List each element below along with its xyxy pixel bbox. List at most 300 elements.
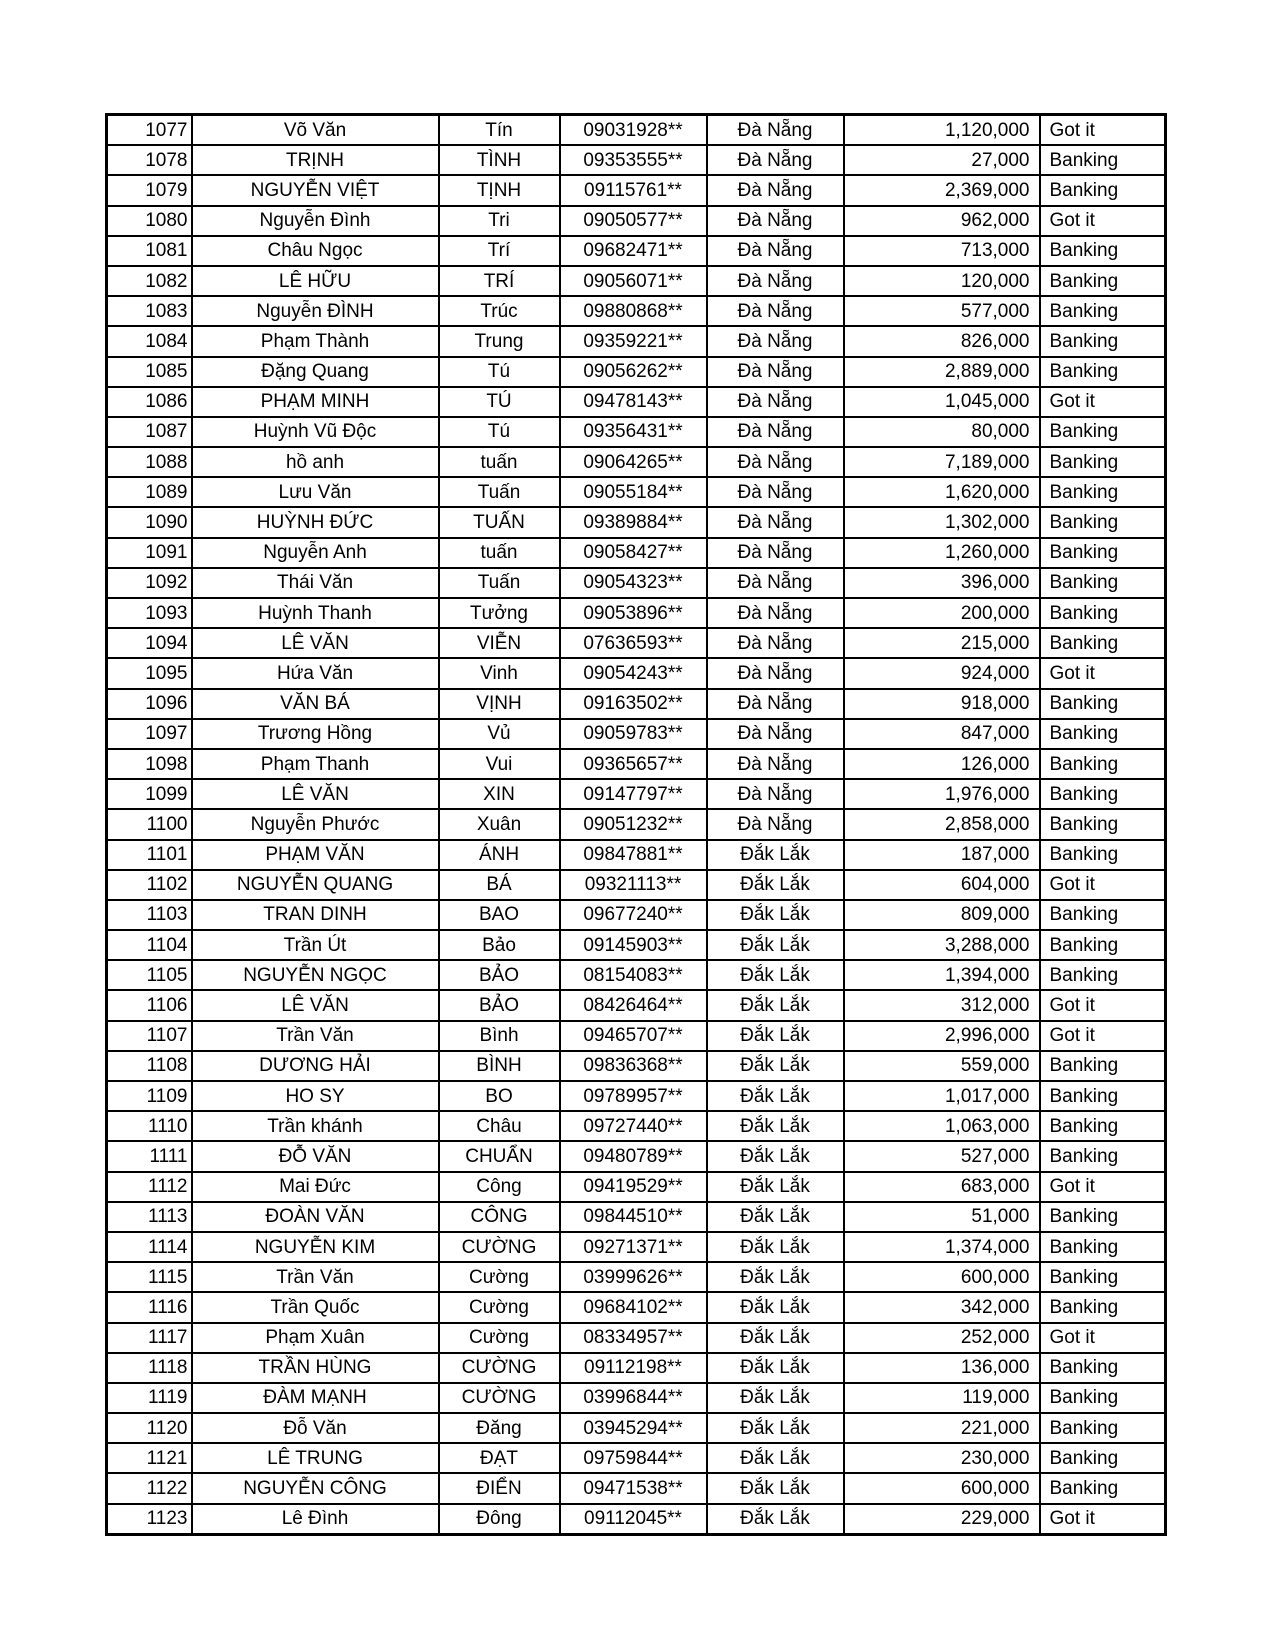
cell-status: Banking xyxy=(1040,1051,1166,1081)
cell-status: Banking xyxy=(1040,719,1166,749)
cell-index: 1082 xyxy=(107,266,192,296)
cell-city: Đà Nẵng xyxy=(707,447,844,477)
cell-last-name: Cường xyxy=(439,1262,560,1292)
cell-status: Banking xyxy=(1040,900,1166,930)
cell-status: Banking xyxy=(1040,1292,1166,1322)
cell-phone: 09059783** xyxy=(560,719,707,749)
cell-city: Đà Nẵng xyxy=(707,507,844,537)
cell-phone: 03999626** xyxy=(560,1262,707,1292)
table-row xyxy=(107,206,1166,236)
cell-phone: 09056071** xyxy=(560,266,707,296)
table-row xyxy=(107,1141,1166,1171)
cell-last-name: BO xyxy=(439,1081,560,1111)
table-row xyxy=(107,266,1166,296)
cell-status: Banking xyxy=(1040,1262,1166,1292)
cell-amount: 918,000 xyxy=(844,689,1040,719)
cell-index: 1121 xyxy=(107,1443,192,1473)
cell-city: Đà Nẵng xyxy=(707,145,844,175)
table-row xyxy=(107,175,1166,205)
cell-first-name: Trần Quốc xyxy=(192,1292,439,1322)
cell-index: 1087 xyxy=(107,417,192,447)
cell-last-name: ÁNH xyxy=(439,840,560,870)
cell-amount: 826,000 xyxy=(844,326,1040,356)
cell-status: Banking xyxy=(1040,1413,1166,1443)
cell-amount: 1,260,000 xyxy=(844,538,1040,568)
cell-city: Đà Nẵng xyxy=(707,689,844,719)
cell-city: Đắk Lắk xyxy=(707,1262,844,1292)
cell-first-name: HO SY xyxy=(192,1081,439,1111)
cell-status: Banking xyxy=(1040,1141,1166,1171)
cell-phone: 09682471** xyxy=(560,236,707,266)
table-row xyxy=(107,507,1166,537)
cell-phone: 09163502** xyxy=(560,689,707,719)
cell-index: 1110 xyxy=(107,1111,192,1141)
cell-last-name: TÌNH xyxy=(439,145,560,175)
table-row xyxy=(107,809,1166,839)
table-row xyxy=(107,1413,1166,1443)
table-row xyxy=(107,930,1166,960)
cell-status: Banking xyxy=(1040,266,1166,296)
cell-first-name: Nguyễn Đình xyxy=(192,206,439,236)
table-row xyxy=(107,870,1166,900)
table-row xyxy=(107,1383,1166,1413)
table-row xyxy=(107,296,1166,326)
cell-last-name: Tuấn xyxy=(439,568,560,598)
cell-city: Đắk Lắk xyxy=(707,1292,844,1322)
cell-amount: 136,000 xyxy=(844,1353,1040,1383)
cell-city: Đắk Lắk xyxy=(707,990,844,1020)
cell-status: Banking xyxy=(1040,628,1166,658)
cell-city: Đắk Lắk xyxy=(707,1021,844,1051)
cell-phone: 09478143** xyxy=(560,387,707,417)
cell-city: Đà Nẵng xyxy=(707,598,844,628)
cell-first-name: TRỊNH xyxy=(192,145,439,175)
table-row xyxy=(107,417,1166,447)
cell-phone: 09115761** xyxy=(560,175,707,205)
cell-status: Banking xyxy=(1040,960,1166,990)
cell-phone: 09145903** xyxy=(560,930,707,960)
cell-first-name: Phạm Thành xyxy=(192,326,439,356)
cell-last-name: VỊNH xyxy=(439,689,560,719)
cell-last-name: Tri xyxy=(439,206,560,236)
cell-city: Đà Nẵng xyxy=(707,387,844,417)
cell-last-name: Châu xyxy=(439,1111,560,1141)
cell-last-name: TRÍ xyxy=(439,266,560,296)
table-row xyxy=(107,236,1166,266)
table-row xyxy=(107,538,1166,568)
cell-phone: 08426464** xyxy=(560,990,707,1020)
cell-status: Banking xyxy=(1040,1353,1166,1383)
cell-last-name: tuấn xyxy=(439,538,560,568)
cell-index: 1097 xyxy=(107,719,192,749)
cell-index: 1098 xyxy=(107,749,192,779)
cell-city: Đắk Lắk xyxy=(707,1473,844,1503)
cell-first-name: PHẠM MINH xyxy=(192,387,439,417)
cell-status: Banking xyxy=(1040,477,1166,507)
cell-city: Đắk Lắk xyxy=(707,840,844,870)
cell-amount: 187,000 xyxy=(844,840,1040,870)
cell-first-name: NGUYỄN CÔNG xyxy=(192,1473,439,1503)
cell-first-name: ĐOÀN VĂN xyxy=(192,1202,439,1232)
cell-city: Đà Nẵng xyxy=(707,236,844,266)
cell-index: 1105 xyxy=(107,960,192,990)
table-row xyxy=(107,115,1166,146)
table-row xyxy=(107,658,1166,688)
cell-phone: 09465707** xyxy=(560,1021,707,1051)
cell-city: Đắk Lắk xyxy=(707,1504,844,1535)
cell-amount: 559,000 xyxy=(844,1051,1040,1081)
cell-amount: 221,000 xyxy=(844,1413,1040,1443)
cell-last-name: Tú xyxy=(439,357,560,387)
cell-city: Đà Nẵng xyxy=(707,779,844,809)
table-row xyxy=(107,1021,1166,1051)
cell-amount: 51,000 xyxy=(844,1202,1040,1232)
cell-index: 1083 xyxy=(107,296,192,326)
cell-city: Đà Nẵng xyxy=(707,749,844,779)
cell-index: 1116 xyxy=(107,1292,192,1322)
table-row xyxy=(107,1172,1166,1202)
cell-index: 1084 xyxy=(107,326,192,356)
cell-amount: 342,000 xyxy=(844,1292,1040,1322)
cell-city: Đà Nẵng xyxy=(707,719,844,749)
cell-status: Banking xyxy=(1040,538,1166,568)
cell-amount: 230,000 xyxy=(844,1443,1040,1473)
cell-status: Got it xyxy=(1040,1504,1166,1535)
cell-status: Banking xyxy=(1040,326,1166,356)
cell-status: Banking xyxy=(1040,145,1166,175)
cell-phone: 09147797** xyxy=(560,779,707,809)
cell-first-name: DƯƠNG HẢI xyxy=(192,1051,439,1081)
cell-city: Đắk Lắk xyxy=(707,1172,844,1202)
cell-first-name: PHẠM VĂN xyxy=(192,840,439,870)
cell-index: 1100 xyxy=(107,809,192,839)
table-row xyxy=(107,1081,1166,1111)
cell-city: Đắk Lắk xyxy=(707,1323,844,1353)
cell-first-name: Trương Hồng xyxy=(192,719,439,749)
cell-last-name: Tưởng xyxy=(439,598,560,628)
cell-city: Đà Nẵng xyxy=(707,809,844,839)
cell-city: Đà Nẵng xyxy=(707,326,844,356)
cell-last-name: ĐIỂN xyxy=(439,1473,560,1503)
cell-status: Banking xyxy=(1040,236,1166,266)
cell-city: Đà Nẵng xyxy=(707,628,844,658)
cell-status: Banking xyxy=(1040,296,1166,326)
cell-first-name: Đặng Quang xyxy=(192,357,439,387)
cell-city: Đắk Lắk xyxy=(707,1413,844,1443)
table-row xyxy=(107,598,1166,628)
table-row xyxy=(107,990,1166,1020)
cell-status: Banking xyxy=(1040,598,1166,628)
cell-phone: 09419529** xyxy=(560,1172,707,1202)
cell-amount: 2,996,000 xyxy=(844,1021,1040,1051)
cell-phone: 08334957** xyxy=(560,1323,707,1353)
cell-first-name: NGUYỄN VIỆT xyxy=(192,175,439,205)
cell-status: Banking xyxy=(1040,1202,1166,1232)
cell-last-name: CÔNG xyxy=(439,1202,560,1232)
cell-amount: 229,000 xyxy=(844,1504,1040,1535)
cell-last-name: Cường xyxy=(439,1292,560,1322)
cell-amount: 120,000 xyxy=(844,266,1040,296)
cell-first-name: Huỳnh Vũ Độc xyxy=(192,417,439,447)
cell-status: Banking xyxy=(1040,417,1166,447)
cell-status: Banking xyxy=(1040,1232,1166,1262)
cell-last-name: BÁ xyxy=(439,870,560,900)
cell-first-name: Lưu Văn xyxy=(192,477,439,507)
cell-phone: 09112198** xyxy=(560,1353,707,1383)
table-row xyxy=(107,145,1166,175)
cell-first-name: Phạm Xuân xyxy=(192,1323,439,1353)
cell-last-name: Tuấn xyxy=(439,477,560,507)
cell-status: Banking xyxy=(1040,749,1166,779)
cell-index: 1102 xyxy=(107,870,192,900)
cell-status: Got it xyxy=(1040,387,1166,417)
cell-amount: 713,000 xyxy=(844,236,1040,266)
cell-amount: 200,000 xyxy=(844,598,1040,628)
cell-status: Banking xyxy=(1040,1473,1166,1503)
cell-index: 1085 xyxy=(107,357,192,387)
cell-phone: 09836368** xyxy=(560,1051,707,1081)
cell-phone: 03996844** xyxy=(560,1383,707,1413)
cell-last-name: CƯỜNG xyxy=(439,1232,560,1262)
cell-phone: 09480789** xyxy=(560,1141,707,1171)
cell-last-name: Đông xyxy=(439,1504,560,1535)
cell-phone: 09727440** xyxy=(560,1111,707,1141)
table-row xyxy=(107,1323,1166,1353)
cell-index: 1088 xyxy=(107,447,192,477)
cell-status: Banking xyxy=(1040,1443,1166,1473)
cell-last-name: TÚ xyxy=(439,387,560,417)
table-row xyxy=(107,387,1166,417)
cell-index: 1122 xyxy=(107,1473,192,1503)
cell-first-name: Hứa Văn xyxy=(192,658,439,688)
cell-status: Banking xyxy=(1040,357,1166,387)
cell-index: 1109 xyxy=(107,1081,192,1111)
cell-amount: 809,000 xyxy=(844,900,1040,930)
cell-index: 1101 xyxy=(107,840,192,870)
cell-phone: 09471538** xyxy=(560,1473,707,1503)
cell-index: 1086 xyxy=(107,387,192,417)
cell-phone: 08154083** xyxy=(560,960,707,990)
cell-city: Đà Nẵng xyxy=(707,658,844,688)
cell-status: Got it xyxy=(1040,1021,1166,1051)
cell-first-name: Phạm Thanh xyxy=(192,749,439,779)
cell-amount: 7,189,000 xyxy=(844,447,1040,477)
cell-amount: 1,620,000 xyxy=(844,477,1040,507)
cell-amount: 2,369,000 xyxy=(844,175,1040,205)
cell-city: Đà Nẵng xyxy=(707,175,844,205)
cell-last-name: Tín xyxy=(439,115,560,146)
cell-city: Đắk Lắk xyxy=(707,930,844,960)
cell-amount: 1,302,000 xyxy=(844,507,1040,537)
cell-index: 1111 xyxy=(107,1141,192,1171)
cell-phone: 09054323** xyxy=(560,568,707,598)
cell-index: 1078 xyxy=(107,145,192,175)
cell-last-name: CƯỜNG xyxy=(439,1353,560,1383)
cell-first-name: Châu Ngọc xyxy=(192,236,439,266)
table-row xyxy=(107,1504,1166,1535)
table-row xyxy=(107,1262,1166,1292)
cell-last-name: BAO xyxy=(439,900,560,930)
cell-status: Banking xyxy=(1040,1111,1166,1141)
cell-amount: 847,000 xyxy=(844,719,1040,749)
cell-last-name: TUẤN xyxy=(439,507,560,537)
cell-amount: 1,063,000 xyxy=(844,1111,1040,1141)
cell-first-name: VĂN BÁ xyxy=(192,689,439,719)
cell-status: Got it xyxy=(1040,115,1166,146)
cell-amount: 600,000 xyxy=(844,1262,1040,1292)
table-row xyxy=(107,357,1166,387)
cell-first-name: Mai Đức xyxy=(192,1172,439,1202)
cell-first-name: ĐỖ VĂN xyxy=(192,1141,439,1171)
cell-index: 1099 xyxy=(107,779,192,809)
cell-index: 1106 xyxy=(107,990,192,1020)
cell-index: 1080 xyxy=(107,206,192,236)
cell-amount: 1,120,000 xyxy=(844,115,1040,146)
cell-city: Đắk Lắk xyxy=(707,1051,844,1081)
cell-last-name: Vinh xyxy=(439,658,560,688)
cell-index: 1093 xyxy=(107,598,192,628)
cell-amount: 396,000 xyxy=(844,568,1040,598)
cell-amount: 126,000 xyxy=(844,749,1040,779)
cell-status: Banking xyxy=(1040,779,1166,809)
cell-last-name: tuấn xyxy=(439,447,560,477)
cell-first-name: Lê Đình xyxy=(192,1504,439,1535)
table-row xyxy=(107,1051,1166,1081)
cell-index: 1096 xyxy=(107,689,192,719)
cell-city: Đắk Lắk xyxy=(707,1141,844,1171)
cell-status: Banking xyxy=(1040,689,1166,719)
table-row xyxy=(107,326,1166,356)
cell-phone: 09054243** xyxy=(560,658,707,688)
cell-first-name: TRẦN HÙNG xyxy=(192,1353,439,1383)
cell-index: 1091 xyxy=(107,538,192,568)
table-row xyxy=(107,1443,1166,1473)
cell-index: 1077 xyxy=(107,115,192,146)
cell-status: Banking xyxy=(1040,1383,1166,1413)
cell-amount: 527,000 xyxy=(844,1141,1040,1171)
cell-last-name: Cường xyxy=(439,1323,560,1353)
cell-index: 1108 xyxy=(107,1051,192,1081)
cell-last-name: Công xyxy=(439,1172,560,1202)
cell-first-name: Nguyễn ĐÌNH xyxy=(192,296,439,326)
cell-first-name: LÊ VĂN xyxy=(192,779,439,809)
cell-amount: 2,889,000 xyxy=(844,357,1040,387)
cell-last-name: Xuân xyxy=(439,809,560,839)
cell-amount: 215,000 xyxy=(844,628,1040,658)
cell-last-name: Vủ xyxy=(439,719,560,749)
cell-last-name: Trí xyxy=(439,236,560,266)
cell-phone: 09789957** xyxy=(560,1081,707,1111)
cell-index: 1081 xyxy=(107,236,192,266)
cell-last-name: Tú xyxy=(439,417,560,447)
cell-phone: 09271371** xyxy=(560,1232,707,1262)
cell-amount: 683,000 xyxy=(844,1172,1040,1202)
cell-status: Got it xyxy=(1040,1323,1166,1353)
cell-amount: 962,000 xyxy=(844,206,1040,236)
table-row xyxy=(107,840,1166,870)
cell-phone: 09365657** xyxy=(560,749,707,779)
cell-amount: 2,858,000 xyxy=(844,809,1040,839)
cell-city: Đà Nẵng xyxy=(707,296,844,326)
cell-first-name: LÊ HỮU xyxy=(192,266,439,296)
cell-phone: 09356431** xyxy=(560,417,707,447)
cell-first-name: Thái Văn xyxy=(192,568,439,598)
cell-amount: 924,000 xyxy=(844,658,1040,688)
cell-phone: 09056262** xyxy=(560,357,707,387)
cell-first-name: HUỲNH ĐỨC xyxy=(192,507,439,537)
cell-phone: 09684102** xyxy=(560,1292,707,1322)
cell-city: Đà Nẵng xyxy=(707,357,844,387)
cell-phone: 07636593** xyxy=(560,628,707,658)
table-row xyxy=(107,1232,1166,1262)
cell-index: 1113 xyxy=(107,1202,192,1232)
cell-index: 1112 xyxy=(107,1172,192,1202)
cell-amount: 1,374,000 xyxy=(844,1232,1040,1262)
cell-last-name: BẢO xyxy=(439,990,560,1020)
cell-last-name: BÌNH xyxy=(439,1051,560,1081)
cell-last-name: VIỄN xyxy=(439,628,560,658)
cell-city: Đắk Lắk xyxy=(707,900,844,930)
cell-phone: 09051232** xyxy=(560,809,707,839)
cell-last-name: XIN xyxy=(439,779,560,809)
cell-amount: 1,045,000 xyxy=(844,387,1040,417)
cell-status: Banking xyxy=(1040,507,1166,537)
cell-first-name: ĐÀM MẠNH xyxy=(192,1383,439,1413)
table-row xyxy=(107,719,1166,749)
cell-phone: 09844510** xyxy=(560,1202,707,1232)
cell-index: 1103 xyxy=(107,900,192,930)
cell-city: Đắk Lắk xyxy=(707,960,844,990)
cell-status: Got it xyxy=(1040,870,1166,900)
cell-last-name: BẢO xyxy=(439,960,560,990)
cell-index: 1094 xyxy=(107,628,192,658)
cell-first-name: Trần Văn xyxy=(192,1262,439,1292)
cell-first-name: LÊ VĂN xyxy=(192,990,439,1020)
cell-index: 1104 xyxy=(107,930,192,960)
cell-city: Đà Nẵng xyxy=(707,568,844,598)
cell-city: Đắk Lắk xyxy=(707,1081,844,1111)
cell-first-name: Trần Văn xyxy=(192,1021,439,1051)
cell-city: Đắk Lắk xyxy=(707,1353,844,1383)
cell-phone: 09031928** xyxy=(560,115,707,146)
cell-index: 1090 xyxy=(107,507,192,537)
cell-first-name: Huỳnh Thanh xyxy=(192,598,439,628)
cell-last-name: Trung xyxy=(439,326,560,356)
cell-last-name: Trúc xyxy=(439,296,560,326)
cell-index: 1079 xyxy=(107,175,192,205)
cell-last-name: Bảo xyxy=(439,930,560,960)
cell-city: Đắk Lắk xyxy=(707,870,844,900)
cell-phone: 09353555** xyxy=(560,145,707,175)
cell-first-name: hồ anh xyxy=(192,447,439,477)
cell-first-name: Trần Út xyxy=(192,930,439,960)
cell-city: Đắk Lắk xyxy=(707,1202,844,1232)
cell-amount: 119,000 xyxy=(844,1383,1040,1413)
cell-city: Đà Nẵng xyxy=(707,206,844,236)
table-row xyxy=(107,779,1166,809)
cell-phone: 09321113** xyxy=(560,870,707,900)
cell-status: Banking xyxy=(1040,447,1166,477)
cell-last-name: CHUẨN xyxy=(439,1141,560,1171)
cell-city: Đà Nẵng xyxy=(707,538,844,568)
cell-phone: 09050577** xyxy=(560,206,707,236)
cell-first-name: NGUYỄN KIM xyxy=(192,1232,439,1262)
table-row xyxy=(107,1353,1166,1383)
table-row xyxy=(107,447,1166,477)
cell-city: Đắk Lắk xyxy=(707,1232,844,1262)
cell-last-name: CƯỜNG xyxy=(439,1383,560,1413)
table-row xyxy=(107,1473,1166,1503)
